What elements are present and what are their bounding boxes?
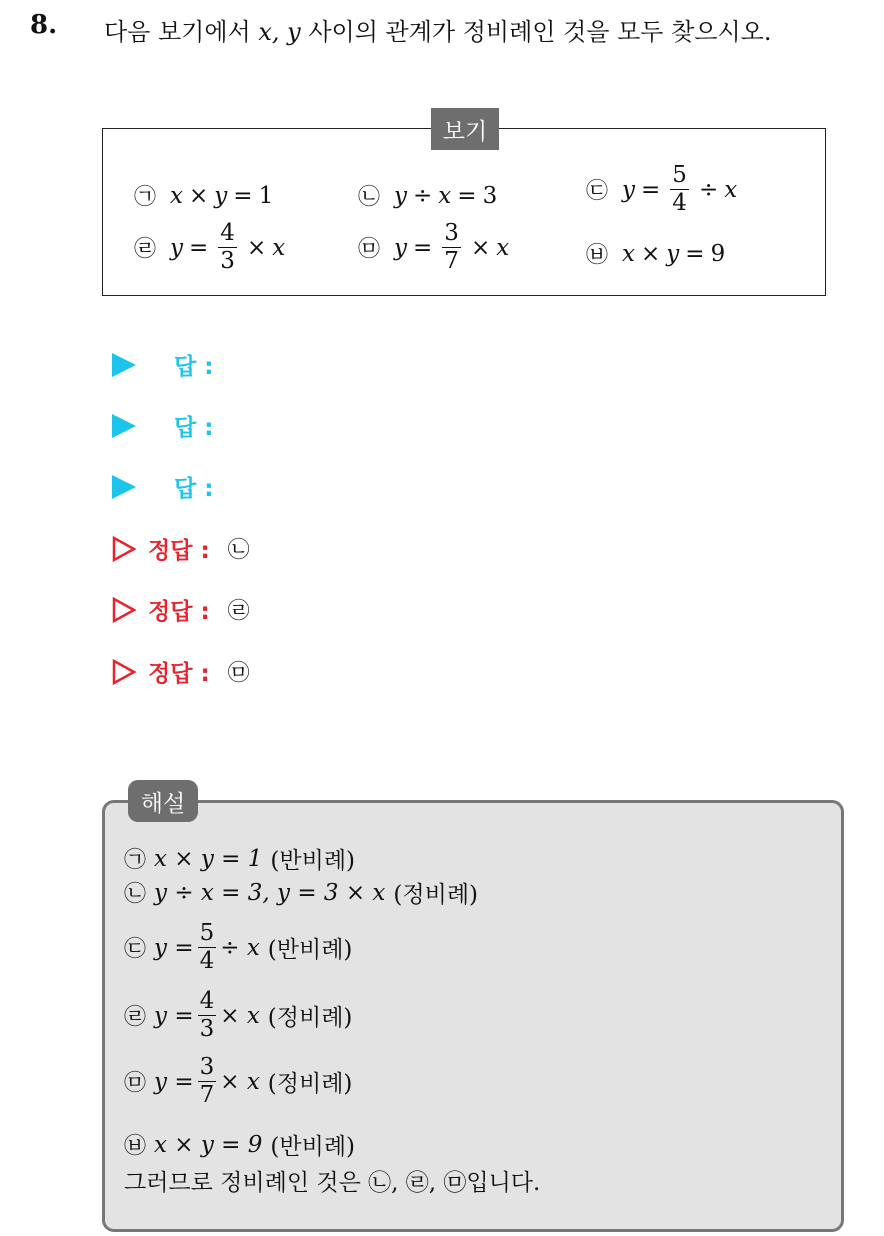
question-text-after: 사이의 관계가 정비례인 것을 모두 찾으시오. (308, 18, 772, 46)
explanation-mark-3: ㉢ (124, 937, 147, 962)
bogi-item-4-den: 3 (220, 248, 235, 274)
bogi-item-3 (586, 164, 737, 215)
outline-triangle-icon (112, 597, 136, 623)
bogi-item-3-num: 5 (672, 162, 687, 188)
bogi-item-1-op: × (189, 182, 209, 209)
play-triangle-icon (112, 414, 136, 438)
correct-answer-1 (112, 532, 250, 565)
explanation-fraction-5 (198, 1056, 217, 1107)
explanation-lhs-5: y = (154, 1068, 194, 1095)
answer-prompt-3[interactable] (112, 470, 213, 503)
bogi-mark-5: ㉤ (358, 237, 381, 262)
bogi-mark-6: ㉥ (586, 243, 609, 268)
bogi-item-6-op: × (641, 240, 661, 267)
bogi-item-2 (358, 180, 497, 211)
bogi-item-6-eq: = (685, 240, 705, 267)
outline-triangle-icon (112, 536, 136, 562)
correct-label: 정답 : (148, 538, 210, 564)
explanation-rest-5: × x (220, 1068, 260, 1095)
bogi-item-4-fraction (218, 222, 237, 273)
answer-label: 답 : (174, 415, 214, 441)
correct-answer-2 (112, 593, 250, 626)
explanation-conclusion: 그러므로 정비례인 것은 ㉡, ㉣, ㉤입니다. (124, 1170, 541, 1196)
bogi-item-4-op: × (246, 234, 267, 261)
explanation-num-3: 5 (199, 920, 215, 946)
bogi-mark-1: ㉠ (134, 185, 157, 210)
explanation-note-4: (정비례) (267, 1005, 353, 1031)
answer-prompt-1[interactable] (112, 348, 213, 381)
bogi-item-1-var-b: y (214, 182, 228, 209)
explanation-den-3: 4 (199, 948, 215, 974)
bogi-item-3-den: 4 (672, 190, 687, 216)
bogi-label: 보기 (431, 108, 499, 150)
explanation-lhs-4: y = (154, 1002, 194, 1029)
correct-value: ㉤ (227, 661, 250, 686)
bogi-item-5-fraction (442, 222, 461, 273)
explanation-line-2 (124, 876, 478, 909)
explanation-num-5: 3 (199, 1054, 215, 1080)
bogi-item-2-var-b: x (438, 182, 452, 209)
explanation-mark-2: ㉡ (124, 882, 147, 907)
correct-answer-3 (112, 655, 250, 688)
question-number: 8. (30, 10, 58, 40)
bogi-item-5-eq: = (413, 234, 433, 261)
bogi-item-4-var: x (272, 234, 286, 261)
answer-prompt-2[interactable] (112, 409, 213, 442)
bogi-item-5-var: x (496, 234, 510, 261)
question-text (104, 12, 771, 47)
bogi-item-1 (134, 180, 273, 211)
bogi-item-5-num: 3 (444, 220, 459, 246)
bogi-item-3-var: x (724, 176, 738, 203)
bogi-item-4-num: 4 (220, 220, 235, 246)
explanation-rest-3: ÷ x (220, 934, 260, 961)
bogi-mark-2: ㉡ (358, 185, 381, 210)
bogi-item-3-fraction (670, 164, 689, 215)
explanation-note-2: (정비례) (393, 882, 479, 908)
bogi-item-1-eq: = (233, 182, 253, 209)
bogi-item-3-lhs: y (622, 176, 636, 203)
bogi-item-4-lhs: y (170, 234, 184, 261)
bogi-item-2-op: ÷ (413, 182, 433, 209)
bogi-item-3-op: ÷ (698, 176, 719, 203)
bogi-item-5-den: 7 (444, 248, 459, 274)
explanation-label: 해설 (128, 780, 198, 822)
bogi-item-5-op: × (470, 234, 491, 261)
explanation-line-6 (124, 1128, 355, 1161)
explanation-note-5: (정비례) (267, 1071, 353, 1097)
correct-value: ㉣ (227, 599, 250, 624)
explanation-mark-1: ㉠ (124, 848, 147, 873)
explanation-fraction-4 (198, 990, 217, 1041)
question-text-before: 다음 보기에서 (104, 18, 251, 46)
bogi-item-2-eq: = (457, 182, 477, 209)
explanation-expr-6: x × y = 9 (154, 1131, 263, 1158)
question-vars: x, y (258, 18, 301, 46)
explanation-mark-5: ㉤ (124, 1071, 147, 1096)
explanation-den-4: 3 (199, 1016, 215, 1042)
bogi-item-1-var-a: x (170, 182, 183, 209)
explanation-mark-6: ㉥ (124, 1134, 147, 1159)
correct-label: 정답 : (148, 599, 210, 625)
bogi-item-6 (586, 238, 725, 269)
explanation-line-1 (124, 842, 355, 875)
play-triangle-icon (112, 353, 136, 377)
explanation-note-6: (반비례) (270, 1134, 356, 1160)
explanation-rest-4: × x (220, 1002, 260, 1029)
bogi-item-2-rhs: 3 (482, 182, 498, 209)
bogi-item-6-rhs: 9 (710, 240, 726, 267)
explanation-note-1: (반비례) (270, 848, 356, 874)
explanation-note-3: (반비례) (267, 937, 353, 963)
explanation-expr-2: y ÷ x = 3, y = 3 × x (154, 879, 386, 906)
explanation-fraction-3 (198, 922, 217, 973)
bogi-item-6-var-b: y (666, 240, 680, 267)
correct-value: ㉡ (227, 538, 250, 563)
explanation-expr-1: x × y = 1 (154, 845, 263, 872)
correct-label: 정답 : (148, 661, 210, 687)
play-triangle-icon (112, 475, 136, 499)
explanation-line-4 (124, 990, 352, 1041)
outline-triangle-icon (112, 659, 136, 685)
bogi-item-2-var-a: y (394, 182, 408, 209)
explanation-line-3 (124, 922, 352, 973)
answer-label: 답 : (174, 476, 214, 502)
bogi-item-3-eq: = (641, 176, 661, 203)
explanation-num-4: 4 (199, 988, 215, 1014)
explanation-lhs-3: y = (154, 934, 194, 961)
explanation-mark-4: ㉣ (124, 1005, 147, 1030)
bogi-item-4-eq: = (189, 234, 209, 261)
explanation-line-5 (124, 1056, 352, 1107)
bogi-item-5 (358, 222, 509, 273)
answer-label: 답 : (174, 354, 214, 380)
explanation-den-5: 7 (199, 1082, 215, 1108)
bogi-item-4 (134, 222, 285, 273)
bogi-item-1-rhs: 1 (258, 182, 274, 209)
bogi-mark-3: ㉢ (586, 179, 609, 204)
bogi-item-5-lhs: y (394, 234, 408, 261)
bogi-item-6-var-a: x (622, 240, 635, 267)
bogi-mark-4: ㉣ (134, 237, 157, 262)
